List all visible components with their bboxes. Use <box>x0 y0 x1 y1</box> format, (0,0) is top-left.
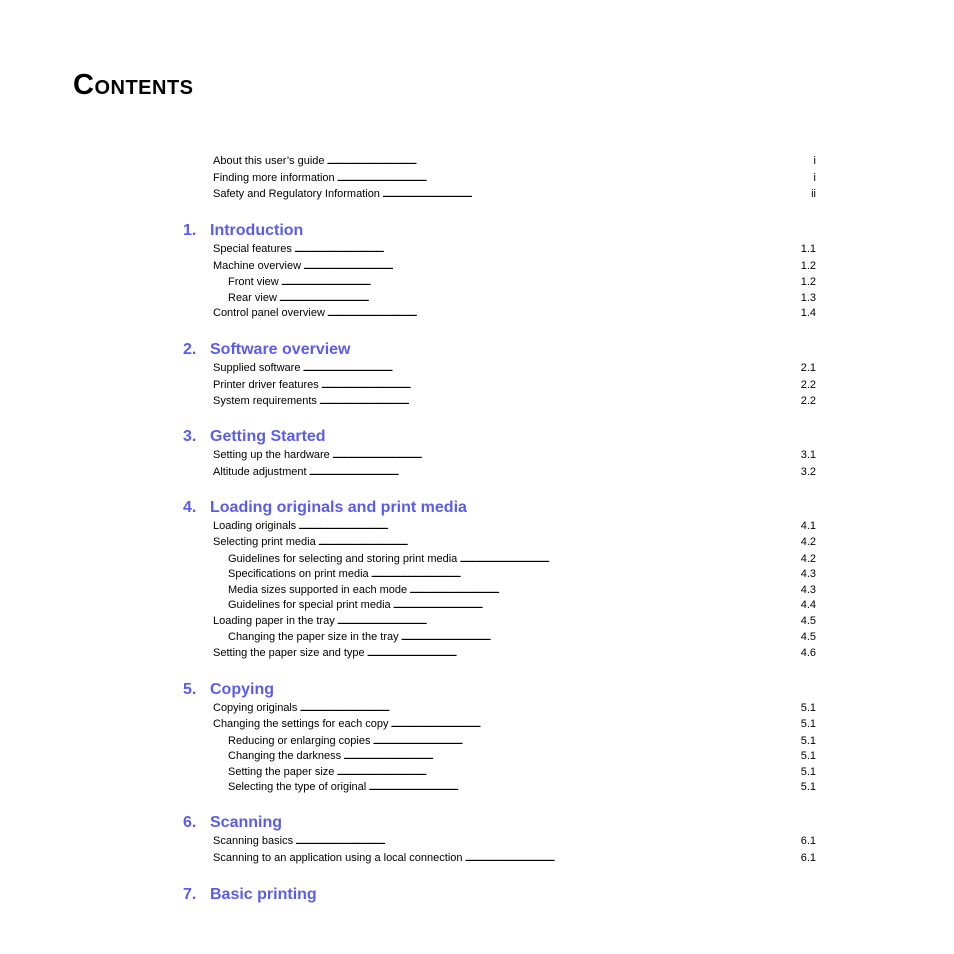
toc-entry-label: Setting the paper size <box>228 765 335 778</box>
chapter-title: Getting Started <box>210 428 326 445</box>
chapter-heading[interactable] <box>183 498 816 518</box>
chapter-number: 1. <box>183 222 197 239</box>
toc-entry-page: 5.1 <box>800 765 816 778</box>
toc-entry[interactable] <box>228 780 816 795</box>
toc-entry-page: 4.4 <box>800 599 816 611</box>
dot-leader <box>303 259 799 274</box>
toc-entry[interactable] <box>228 598 816 613</box>
toc-entry-page: 4.3 <box>800 583 816 596</box>
toc-entry-page: 5.1 <box>800 701 816 714</box>
toc-entry[interactable] <box>213 646 816 661</box>
toc-entry[interactable] <box>228 567 816 582</box>
toc-entry-label: Guidelines for selecting and storing print media <box>228 552 458 565</box>
toc-entry[interactable] <box>228 583 816 598</box>
toc-entry-label: Specifications on print media <box>228 568 369 580</box>
front-matter <box>183 154 816 202</box>
toc-entry[interactable] <box>213 851 816 866</box>
toc-entry[interactable] <box>213 465 816 480</box>
chapter-title: Software overview <box>210 341 351 358</box>
dot-leader <box>298 519 799 534</box>
dot-leader <box>318 535 799 550</box>
chapter-section <box>183 680 816 796</box>
toc-entry-label: Front view <box>228 276 279 288</box>
toc-entry[interactable] <box>213 701 816 716</box>
toc-entry[interactable] <box>213 614 816 629</box>
dot-leader <box>327 154 812 169</box>
toc-entry-label: Supplied software <box>213 362 301 374</box>
chapter-title: Scanning <box>210 814 283 831</box>
toc-entry-page: i <box>813 171 816 184</box>
toc-entry-page: 4.2 <box>800 536 816 548</box>
toc-entry-page: 2.1 <box>800 362 816 374</box>
dot-leader <box>372 734 798 749</box>
chapter-heading[interactable] <box>183 680 816 700</box>
chapter-number: 4. <box>183 498 197 516</box>
page-title: Contents <box>73 69 194 101</box>
dot-leader <box>371 567 799 582</box>
toc-entry-page: 3.2 <box>800 465 816 478</box>
toc-entry[interactable] <box>228 275 816 290</box>
toc-entry[interactable] <box>213 242 816 257</box>
toc-entry[interactable] <box>213 171 816 186</box>
chapter-title: Copying <box>210 680 274 698</box>
dot-leader <box>401 630 799 645</box>
toc-entry-page: 2.2 <box>800 378 816 391</box>
chapter-heading[interactable] <box>183 221 816 241</box>
toc-entry-label: System requirements <box>213 395 317 407</box>
dot-leader <box>309 465 799 480</box>
toc-entry-page: 5.1 <box>800 718 816 730</box>
dot-leader <box>409 583 799 598</box>
toc-entry[interactable] <box>213 187 816 202</box>
toc-entry[interactable] <box>213 717 816 732</box>
toc-entry-label: Scanning to an application using a local connection <box>213 851 463 864</box>
dot-leader <box>294 242 799 257</box>
chapter-title: Introduction <box>210 222 304 239</box>
toc-entry-label: Safety and Regulatory Information <box>213 188 380 200</box>
toc-entry-page: 2.2 <box>800 395 816 407</box>
toc-entry-page: 5.1 <box>800 781 816 793</box>
toc-entry-label: Changing the paper size in the tray <box>228 631 399 643</box>
dot-leader <box>295 834 799 849</box>
toc-entry-page: 1.4 <box>800 307 816 319</box>
toc-entry-label: Loading originals <box>213 519 297 532</box>
toc-entry[interactable] <box>213 259 816 274</box>
dot-leader <box>332 448 799 463</box>
toc-entry[interactable] <box>213 394 816 409</box>
chapter-section <box>183 885 816 905</box>
dot-leader <box>299 701 798 716</box>
dot-leader <box>321 378 799 393</box>
toc-entry-page: 4.6 <box>800 646 816 659</box>
toc-entry-label: About this user’s guide <box>213 155 325 167</box>
toc-entry-page: 4.3 <box>800 568 816 580</box>
chapter-section <box>183 427 816 480</box>
toc-entry-page: i <box>813 155 816 167</box>
chapter-heading[interactable] <box>183 813 816 833</box>
chapter-number: 3. <box>183 428 197 445</box>
dot-leader <box>367 646 799 661</box>
toc-entry-page: 6.1 <box>800 851 816 864</box>
toc-entry-page: 1.3 <box>800 291 816 304</box>
toc-entry[interactable] <box>228 552 816 567</box>
toc-entry-label: Reducing or enlarging copies <box>228 734 371 747</box>
toc-entry[interactable] <box>213 378 816 393</box>
toc-entry-label: Setting the paper size and type <box>213 646 365 659</box>
toc-entry-label: Altitude adjustment <box>213 465 307 478</box>
dot-leader <box>327 306 799 321</box>
dot-leader <box>368 780 799 795</box>
chapter-section <box>183 221 816 321</box>
toc-entry-page: 5.1 <box>800 734 816 747</box>
toc-entry-label: Selecting print media <box>213 536 316 548</box>
toc-entry-label: Loading paper in the tray <box>213 614 335 627</box>
dot-leader <box>337 171 812 186</box>
toc-entry-page: 4.1 <box>800 519 816 532</box>
chapter-heading[interactable] <box>183 885 816 905</box>
toc-entry-label: Changing the settings for each copy <box>213 718 389 730</box>
toc-entry-page: 1.2 <box>800 276 816 288</box>
toc-entry-label: Special features <box>213 243 292 255</box>
toc-entry[interactable] <box>228 749 816 764</box>
toc-entry-page: ii <box>811 188 816 200</box>
toc-entry-label: Finding more information <box>213 171 335 184</box>
toc-entry-label: Guidelines for special print media <box>228 599 391 611</box>
chapter-heading[interactable] <box>183 427 816 447</box>
dot-leader <box>393 598 799 613</box>
toc-entry[interactable] <box>213 361 816 376</box>
chapter-number: 7. <box>183 885 197 903</box>
toc-entry[interactable] <box>213 306 816 321</box>
toc-entry[interactable] <box>228 765 816 780</box>
toc-entry-page: 1.2 <box>800 259 816 272</box>
toc-entry[interactable] <box>228 291 816 306</box>
toc-entry-label: Setting up the hardware <box>213 449 330 461</box>
toc-entry-page: 4.5 <box>800 631 816 643</box>
toc-entry-label: Copying originals <box>213 701 298 714</box>
toc-entry-label: Machine overview <box>213 259 302 272</box>
dot-leader <box>302 361 798 376</box>
toc-entry-label: Selecting the type of original <box>228 781 367 793</box>
dot-leader <box>465 851 799 866</box>
toc-entry-page: 4.5 <box>800 614 816 627</box>
chapter-number: 5. <box>183 680 197 698</box>
toc-entry[interactable] <box>213 834 816 849</box>
toc-entry-page: 1.1 <box>800 243 816 255</box>
toc-entry-label: Rear view <box>228 291 277 304</box>
chapter-section <box>183 340 816 409</box>
dot-leader <box>343 749 799 764</box>
dot-leader <box>337 614 799 629</box>
toc-entry-page: 6.1 <box>800 835 816 847</box>
dot-leader <box>382 187 809 202</box>
dot-leader <box>281 275 799 290</box>
toc-entry-page: 3.1 <box>800 449 816 461</box>
toc-entry-label: Scanning basics <box>213 835 294 847</box>
dot-leader <box>319 394 799 409</box>
toc-entry-label: Control panel overview <box>213 307 325 319</box>
chapter-section <box>183 813 816 866</box>
toc-entry-label: Changing the darkness <box>228 750 342 762</box>
toc-entry[interactable] <box>213 154 816 169</box>
toc-entry-label: Printer driver features <box>213 378 319 391</box>
toc-entry[interactable] <box>213 535 816 550</box>
chapter-heading[interactable] <box>183 340 816 360</box>
toc-entry[interactable] <box>213 448 816 463</box>
chapter-title: Basic printing <box>210 885 317 903</box>
table-of-contents <box>183 154 816 906</box>
dot-leader <box>391 717 799 732</box>
chapter-section <box>183 498 816 661</box>
chapter-number: 2. <box>183 341 197 358</box>
toc-entry[interactable] <box>228 734 816 749</box>
toc-entry-label: Media sizes supported in each mode <box>228 583 408 596</box>
toc-entry-page: 4.2 <box>800 552 816 565</box>
chapter-number: 6. <box>183 814 197 831</box>
dot-leader <box>459 552 798 567</box>
toc-entry-page: 5.1 <box>800 750 816 762</box>
dot-leader <box>336 765 798 780</box>
toc-entry[interactable] <box>213 519 816 534</box>
chapter-title: Loading originals and print media <box>210 498 467 516</box>
toc-entry[interactable] <box>228 630 816 645</box>
dot-leader <box>279 291 799 306</box>
